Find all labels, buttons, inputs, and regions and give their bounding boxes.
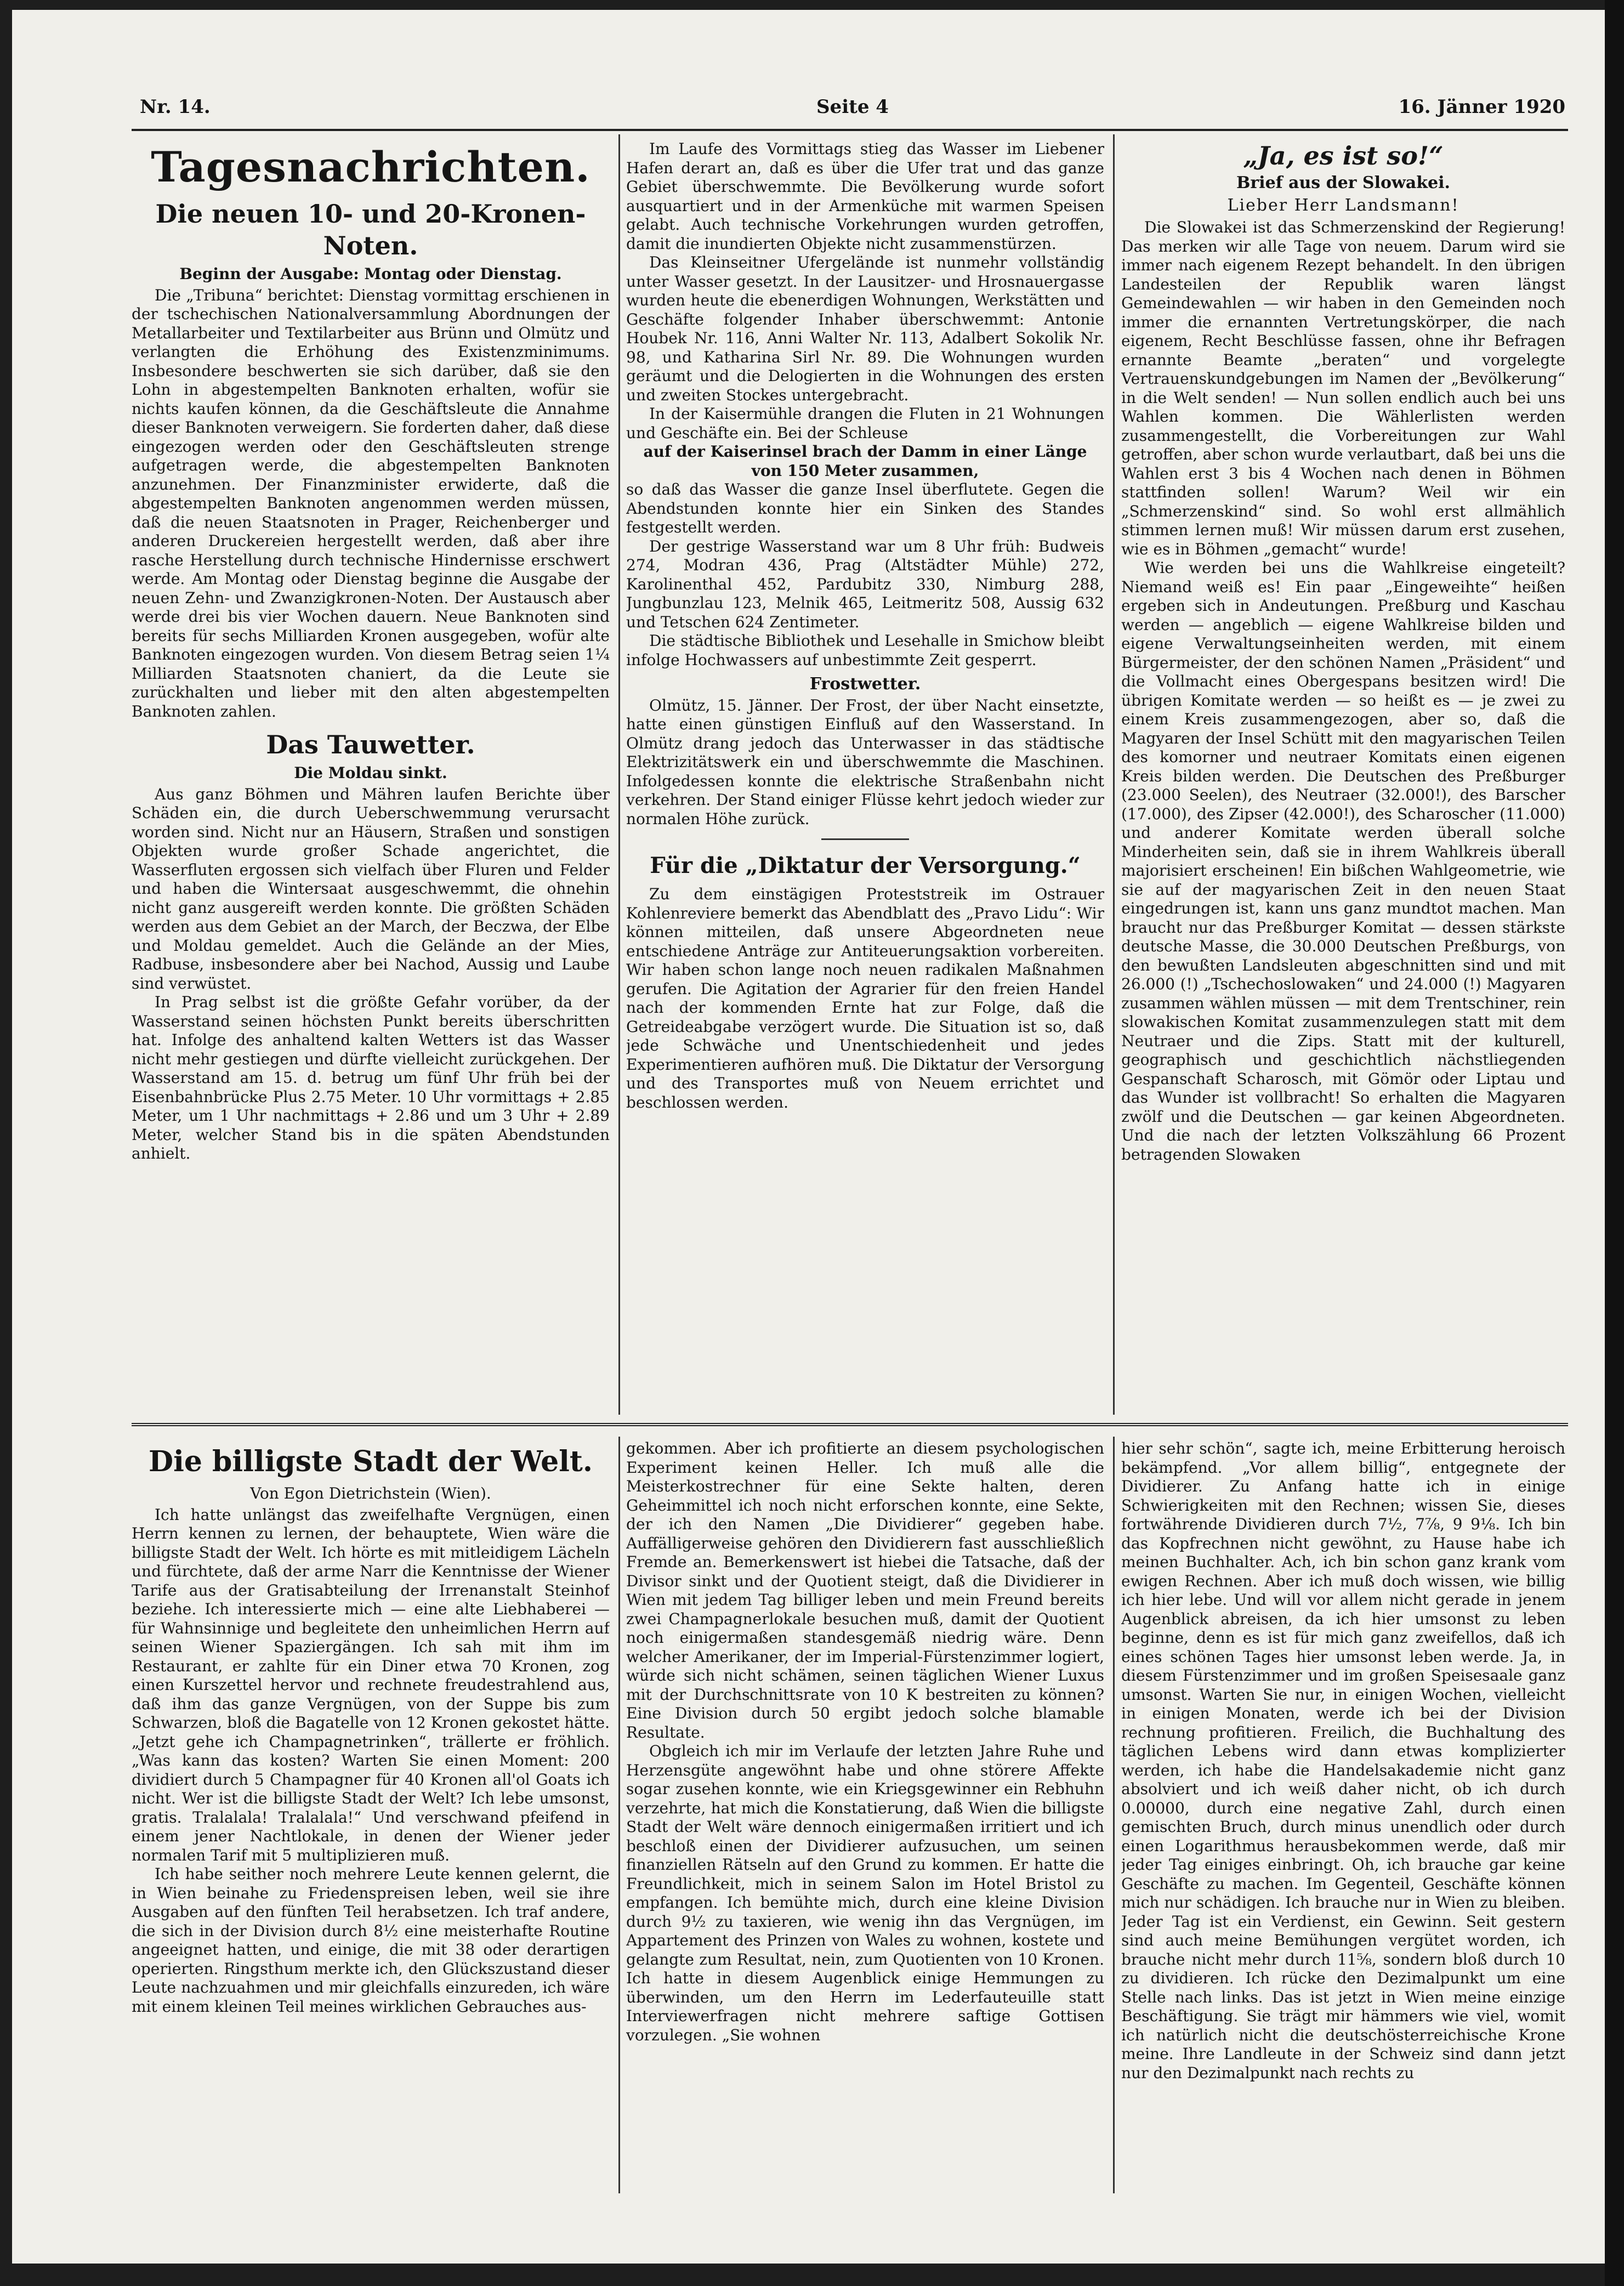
paragraph: Aus ganz Böhmen und Mähren laufen Berichte über Schäden ein, die durch Ueberschwemmung verursacht worden sind. Nicht nur an Häusern, Straßen und sonstigen Objekten wurde großer Schade angerichtet, die Wasserfluten ergossen sich vielfach über Fluren und Felder und haben die Wintersaat ausgeschwemmt, die ohnehin nicht ganz ausgereift werden konnte. Die größten Schäden werden aus dem Gebiet an der March, der Beczwa, der Elbe und Moldau gemeldet. Auch die Gelände an der Mies, Radbuse, insbesondere aber bei Nachod, Aussig und Laube sind verwüstet. bbox=[132, 785, 610, 992]
page-header bbox=[140, 96, 1565, 126]
paragraph: so daß das Wasser die ganze Insel überflutete. Gegen die Abendstunden konnte hier ein Sinken des Standes festgestellt werden. bbox=[626, 480, 1104, 536]
article-title-frost: Frostwetter. bbox=[809, 674, 921, 694]
salutation: Lieber Herr Landsmann! bbox=[1227, 195, 1460, 215]
article-title-thaw: Das Tauwetter. bbox=[266, 730, 475, 759]
column-flood-continued bbox=[626, 140, 1104, 1417]
column-rule-3 bbox=[618, 1437, 620, 2193]
article-subtitle-banknotes: Beginn der Ausgabe: Montag oder Dienstag. bbox=[179, 265, 562, 283]
paragraph: Das Kleinseitner Ufergelände ist nunmehr vollständig unter Wasser gesetzt. In der Lausitzer- und Hrosnauergasse wurden heute die ebenerdigen Wohnungen, Werkstätten und Geschäfte folgender Inhaber überschwemmt: Antonie Houbek Nr. 116, Anni Walter Nr. 113, Adalbert Sokolik Nr. 98, und Katharina Sirl Nr. 89. Die Wohnungen wurden geräumt und die Delogierten in die Wohnungen des ersten und zweiten Stockes untergebracht. bbox=[626, 253, 1104, 404]
paragraph: Ich habe seither noch mehrere Leute kennen gelernt, die in Wien beinahe zu Friedenspreisen leben, weil sie ihre Ausgaben auf den fünften Teil herabsetzen. Ich traf andere, die sich in der Division durch 8½ eine meisterhafte Routine angeeignet hatten, und einige, die mit 38 oder derartigen operierten. Ringsthum merkte ich, den Glückszustand dieser Leute nachzuahmen und mir gleichfalls einzureden, ich wäre mit einem kleinen Teil meines wirklichen Gebrauches aus- bbox=[132, 1865, 610, 2016]
article-title-letter: „Ja, es ist so!“ bbox=[1243, 141, 1444, 171]
bold-notice: auf der Kaiserinsel brach der Damm in einer Länge von 150 Meter zusammen, bbox=[643, 443, 1087, 480]
paragraph: Die städtische Bibliothek und Lesehalle in Smichow bleibt infolge Hochwassers auf unbestimmte Zeit gesperrt. bbox=[626, 632, 1104, 669]
feuilleton-title: Die billigste Stadt der Welt. bbox=[148, 1445, 593, 1478]
feuilleton-rule bbox=[132, 1423, 1568, 1426]
article-subtitle-letter: Brief aus der Slowakei. bbox=[1236, 173, 1450, 192]
paragraph: Wie werden bei uns die Wahlkreise eingeteilt? Niemand weiß es! Ein paar „Eingeweihte“ heißen ergeben sich in Andeutungen. Preßburg und Kaschau werden — angeblich — eigene Wahlkreise bilden und eigene Verwaltungseinheiten werden, mit einem Bürgermeister, der den schönen Namen „Präsident“ und die Vollmacht eines Obergespans besitzen wird! Die übrigen Komitate werden — so heißt es — je zwei zu einem Kreis zusammengezogen, aber so, daß die Magyaren der Insel Schütt mit den magyarischen Teilen des komorner und neutraer Komitats einen eigenen Kreis bilden werden. Die Deutschen des Preßburger (23.000 Seelen), des Neutraer (32.000!), des Barscher (17.000), des Zipser (42.000!), des Scharoscher (11.000) und anderer Komitate werden überall solche Minderheiten sein, daß sie in ihrem Wahlkreis überall majorisiert erscheinen! Ein bißchen Wahlgeometrie, wie sie auf der magyarischen Zeit in den neuen Staat eingedrungen ist, kann uns ganz mundtot machen. Man braucht nur das Preßburger Komitat — dessen stärkste deutsche Masse, die 30.000 Deutschen Preßburgs, von den bewußten Landsleuten abgeschnitten sind und mit 26.000 (!) „Tschechoslowaken“ und 24.000 (!) Magyaren zusammen wählen müssen — mit dem Trentschiner, rein slowakischen Komitat zusammenzulegen statt mit dem Neutraer und die Zips. Statt mit der kulturell, geographisch und geschichtlich nächstliegenden Gespanschaft Scharosch, mit Gömör oder Liptau und das Wunder ist vollbracht! So erhalten die Magyaren zwölf und die Deutschen — gar keinen Abgeordneten. Und die nach der letzten Volkszählung 66 Prozent betragenden Slowaken bbox=[1121, 559, 1565, 1164]
feuilleton-column-2 bbox=[626, 1439, 1104, 2199]
page-number: Seite 4 bbox=[816, 96, 889, 118]
paragraph: Ich hatte unlängst das zweifelhafte Vergnügen, einen Herrn kennen zu lernen, der behauptete, Wien wäre die billigste Stadt der Welt. Ich hörte es mit mitleidigem Lächeln und fürchtete, daß der arme Narr die Kenntnisse der Wiener Tarife aus der Gratisabteilung der Irrenanstalt Steinhof beziehe. Ich interessierte mich — eine alte Liebhaberei — für Wahnsinnige und begleitete den unheimlichen Herrn auf seinen Wiener Spaziergängen. Ich sah mit ihm im Restaurant, er zahlte für ein Diner etwa 70 Kronen, zog einen Kurszettel hervor und rechnete freudestrahlend aus, daß ihm das ganze Vergnügen, von der Suppe bis zum Schwarzen, bloß die Bagatelle von 12 Kronen gekostet hätte. „Jetzt gehe ich Champagnetrinken“, trällerte er fröhlich. „Was kann das kosten? Warten Sie einen Moment: 200 dividiert durch 5 Champagner für 40 Kronen all'ol Goats ich nicht. Wer ist die billigste Stadt der Welt? Ich lebe umsonst, gratis. Tralalala! Tralalala!“ Und verschwand pfeifend in einem jener Nachtlokale, in denen der Wiener jeder normalen Tarif mit 5 multiplizieren muß. bbox=[132, 1505, 610, 1864]
header-rule bbox=[132, 129, 1568, 131]
paragraph: Der gestrige Wasserstand war um 8 Uhr früh: Budweis 274, Modran 436, Prag (Altstädter Mühle) 272, Karolinenthal 452, Pardubitz 330, Nimburg 288, Jungbunzlau 123, Melnik 465, Leitmeritz 508, Aussig 632 und Tetschen 624 Zentimeter. bbox=[626, 537, 1104, 631]
article-title-banknotes: Die neuen 10- und 20-Kronen-Noten. bbox=[155, 199, 586, 260]
feuilleton-column-3 bbox=[1121, 1439, 1565, 2199]
paragraph: In der Kaisermühle drangen die Fluten in 21 Wohnungen und Geschäfte ein. Bei der Schleuse bbox=[626, 405, 1104, 442]
paragraph: Zu dem einstägigen Proteststreik im Ostrauer Kohlenreviere bemerkt das Abendblatt des „Pravo Lidu“: Wir können mitteilen, daß unsere Abgeordneten neue entschiedene Anträge zur Antiteuerungsaktion vorbereiten. Wir haben schon lange noch neuen radikalen Maßnahmen gerufen. Die Agitation der Agrarier für den freien Handel nach der kommenden Ernte hat zur Folge, daß die Getreideabgabe verzögert wurde. Die Situation ist so, daß jede Schwäche und Unentschiedenheit und jedes Experimentieren aufhören muß. Die Diktatur der Versorgung und des Transportes muß von Neuem errichtet und beschlossen werden. bbox=[626, 885, 1104, 1111]
paragraph: Obgleich ich mir im Verlaufe der letzten Jahre Ruhe und Herzensgüte angewöhnt habe und ohne störere Affekte sogar zusehen konnte, wie ein Kriegsgewinner ein Rebhuhn verzehrte, hat mich die Konstatierung, daß Wien die billigste Stadt der Welt wäre dennoch einigermaßen irritiert und ich beschloß einen der Dividierer aufzusuchen, um seinen finanziellen Rätseln auf den Grund zu kommen. Er hatte die Freundlichkeit, mich in seinem Salon im Hotel Bristol zu empfangen. Ich bemühte mich, durch eine kleine Division durch 9½ zu taxieren, wie wenig ihn das Vergnügen, im Appartement des Prinzen von Wales zu wohnen, kostete und gelangte zum Resultat, nein, zum Quotienten von 10 Kronen. Ich hatte in diesem Augenblick einige Hemmungen zu überwinden, um den Herrn im Lederfauteuille statt Interviewerfragen nicht mehrere saftige Gottisen vorzulegen. „Sie wohnen bbox=[626, 1742, 1104, 2044]
feuilleton-column-1 bbox=[132, 1439, 610, 2199]
column-rule-4 bbox=[1113, 1437, 1115, 2193]
issue-date: 16. Jänner 1920 bbox=[1398, 96, 1565, 118]
column-tagesnachrichten bbox=[132, 140, 610, 1417]
column-rule-2 bbox=[1113, 134, 1115, 1415]
section-title: Tagesnachrichten. bbox=[151, 143, 590, 191]
issue-number: Nr. 14. bbox=[140, 96, 211, 118]
paragraph: In Prag selbst ist die größte Gefahr vorüber, da der Wasserstand seinen höchsten Punkt bereits überschritten hat. Infolge des anhaltend kalten Wetters ist das Wasser nicht mehr gestiegen und dürfte vielleicht zurückgehen. Der Wasserstand am 15. d. betrug um fünf Uhr früh bei der Eisenbahnbrücke Plus 2.75 Meter. 10 Uhr vormittags + 2.85 Meter, um 1 Uhr nachmittags + 2.86 und um 3 Uhr + 2.89 Meter, welcher Stand bis in die späten Abendstunden anhielt. bbox=[132, 993, 610, 1162]
paragraph: Die Slowakei ist das Schmerzenskind der Regierung! Das merken wir alle Tage von neuem. Darum wird sie immer nach eigenem Rezept behandelt. In den übrigen Landesteilen der Republik waren längst Gemeindewahlen — wir haben in den Gemeinden noch immer die ernannten Vertretungskörper, die nach eigenem, Recht Beschlüsse fassen, ohne ihr Befragen ernannte Beamte „beraten“ und vorgelegte Vertrauenskundgebungen im Namen der „Bevölkerung“ in die Welt senden! — Nun sollen endlich auch bei uns Wahlen kommen. Die Wählerlisten werden zusammengestellt, die Vorbereitungen zur Wahl getroffen, aber schon wurde verlautbart, daß bei uns die Wahlen erst 3 bis 4 Wochen nach denen in Böhmen stattfinden sollen! Warum? Weil wir ein „Schmerzenskind“ sind. So wohl erst allmählich stimmen lernen muß! Wir müssen darum erst zusehen, wie es in Böhmen „gemacht“ wurde! bbox=[1121, 218, 1565, 558]
scan-edge bbox=[1605, 0, 1624, 2286]
paragraph: hier sehr schön“, sagte ich, meine Erbitterung heroisch bekämpfend. „Vor allem billig“, entgegnete der Dividierer. Zu Anfang hatte ich in einige Schwierigkeiten mit den Rechnen; wissen Sie, dieses fortwährende Dividieren durch 7½, 7⅞, 9 9⅛. Ich bin das Kopfrechnen nicht gewöhnt, zu Hause habe ich meinen Buchhalter. Ach, ich bin schon ganz krank vom ewigen Rechnen. Aber ich muß doch wissen, wie billig ich hier lebe. Und will vor allem nicht gerade in jenem Augenblick abreisen, da ich hier umsonst zu leben beginne, denn es ist für mich ganz zweifellos, daß ich eines schönen Tages hier umsonst leben werde. Ja, in diesem Fürstenzimmer und im großen Speisesaale ganz umsonst. Warten Sie nur, in einigen Wochen, vielleicht in einigen Monaten, werde ich bei der Division rechnung profitieren. Freilich, die Buchhaltung des täglichen Lebens wird dann etwas komplizierter werden, ich habe die Handelsakademie nicht ganz absolviert und ich weiß daher nicht, ob ich durch 0.00000, durch eine negative Zahl, durch einen gemischten Bruch, durch minus unendlich oder durch einen Logarithmus herausbekommen werde, daß mir jeder Tag einiges einbringt. Oh, ich brauche gar keine Geschäfte zu machen. Im Gegenteil, Geschäfte können mich nur schädigen. Ich brauche nur in Wien zu bleiben. Jeder Tag ist ein Verdienst, ein Gewinn. Seit gestern sind auch meine Bemühungen vergütet worden, ich brauche nicht mehr durch 11⅝, sondern bloß durch 10 zu dividieren. Ich rücke den Dezimalpunkt um eine Stelle nach links. Das ist jetzt in Wien meine einzige Beschäftigung. Sie trägt mir hämmers wie viel, womit ich natürlich nicht die deutschösterreichische Krone meine. Ihre Landleute in der Schweiz sind dann jetzt nur den Dezimalpunkt nach rechts zu bbox=[1121, 1439, 1565, 2082]
column-rule-1 bbox=[618, 134, 620, 1415]
feuilleton-byline: Von Egon Dietrichstein (Wien). bbox=[250, 1484, 491, 1502]
column-slovakia-letter bbox=[1121, 140, 1565, 1417]
article-subtitle-thaw: Die Moldau sinkt. bbox=[294, 764, 447, 782]
paragraph: gekommen. Aber ich profitierte an diesem psychologischen Experiment keinen Heller. Ich muß alle die Meisterkostrechner für eine Sekte halten, deren Geheimmittel ich noch nicht erforschen konnte, eine Sekte, der ich den Namen „Die Dividierer“ gegeben habe. Auffälligerweise gehören den Dividierern fast ausschließlich Fremde an. Bemerkenswert ist hiebei die Tatsache, daß der Divisor sinkt und der Quotient steigt, daß die Dividierer in Wien mit jedem Tag billiger leben und mein Freund bereits zwei Champagnerlokale besuchen muß, damit der Quotient noch einigermaßen standesgemäß niedrig wäre. Denn welcher Amerikaner, der im Imperial-Fürstenzimmer logiert, würde sich nicht schämen, seinen täglichen Wiener Luxus mit der Durchschnittsrate von 10 K bestreiten zu können? Eine Division durch 50 ergibt jedoch solche blamable Resultate. bbox=[626, 1439, 1104, 1742]
separator bbox=[821, 838, 909, 840]
paragraph: Olmütz, 15. Jänner. Der Frost, der über Nacht einsetzte, hatte einen günstigen Einfluß auf den Wasserstand. In Olmütz drang jedoch das Unterwasser in das städtische Elektrizitätswerk ein und überschwemmte die Maschinen. Infolgedessen konnte die elektrische Straßenbahn nicht verkehren. Der Stand einiger Flüsse kehrt jedoch wieder zur normalen Höhe zurück. bbox=[626, 696, 1104, 828]
article-title-dictatorship: Für die „Diktatur der Versorgung.“ bbox=[650, 853, 1081, 878]
paragraph: Im Laufe des Vormittags stieg das Wasser im Liebener Hafen derart an, daß es über die Ufer trat und das ganze Gebiet überschwemmte. Die Bevölkerung wurde sofort ausquartiert und in der Armenküche mit warmen Speisen gelabt. Auch technische Vorkehrungen wurden getroffen, damit die inundierten Objekte nicht zusammenstürzen. bbox=[626, 140, 1104, 253]
article-body-banknotes: Die „Tribuna“ berichtet: Dienstag vormittag erschienen in der tschechischen Nationalversammlung Abordnungen der Metallarbeiter und Textilarbeiter aus Brünn und Olmütz und verlangten die Erhöhung des Existenzminimums. Insbesondere beschwerten sie sich darüber, daß sie den Lohn in abgestempelten Banknoten erhalten, wofür sie nichts kaufen können, da die Geschäftsleute die Annahme dieser Banknoten verweigern. Sie forderten daher, daß diese eingezogen werden oder den Geschäftsleuten strenge aufgetragen werde, die abgestempelten Banknoten anzunehmen. Der Finanzminister erwiderte, daß die abgestempelten Banknoten angenommen werden müssen, daß die neuen Staatsnoten in Prager, Reichenberger und anderen Druckereien hergestellt werden, daß aber ihre rasche Herstellung durch technische Hindernisse erschwert werde. Am Montag oder Dienstag beginne die Ausgabe der neuen Zehn- und Zwanzigkronen-Noten. Der Austausch aber werde drei bis vier Wochen dauern. Neue Banknoten sind bereits für sechs Milliarden Kronen ausgegeben, wofür alte Banknoten eingezogen wurden. Von diesem Betrag seien 1¼ Milliarden Staatsnoten chaniert, da die Leute sie zurückhalten und lieber mit den alten abgestempelten Banknoten zahlen. bbox=[132, 286, 610, 721]
